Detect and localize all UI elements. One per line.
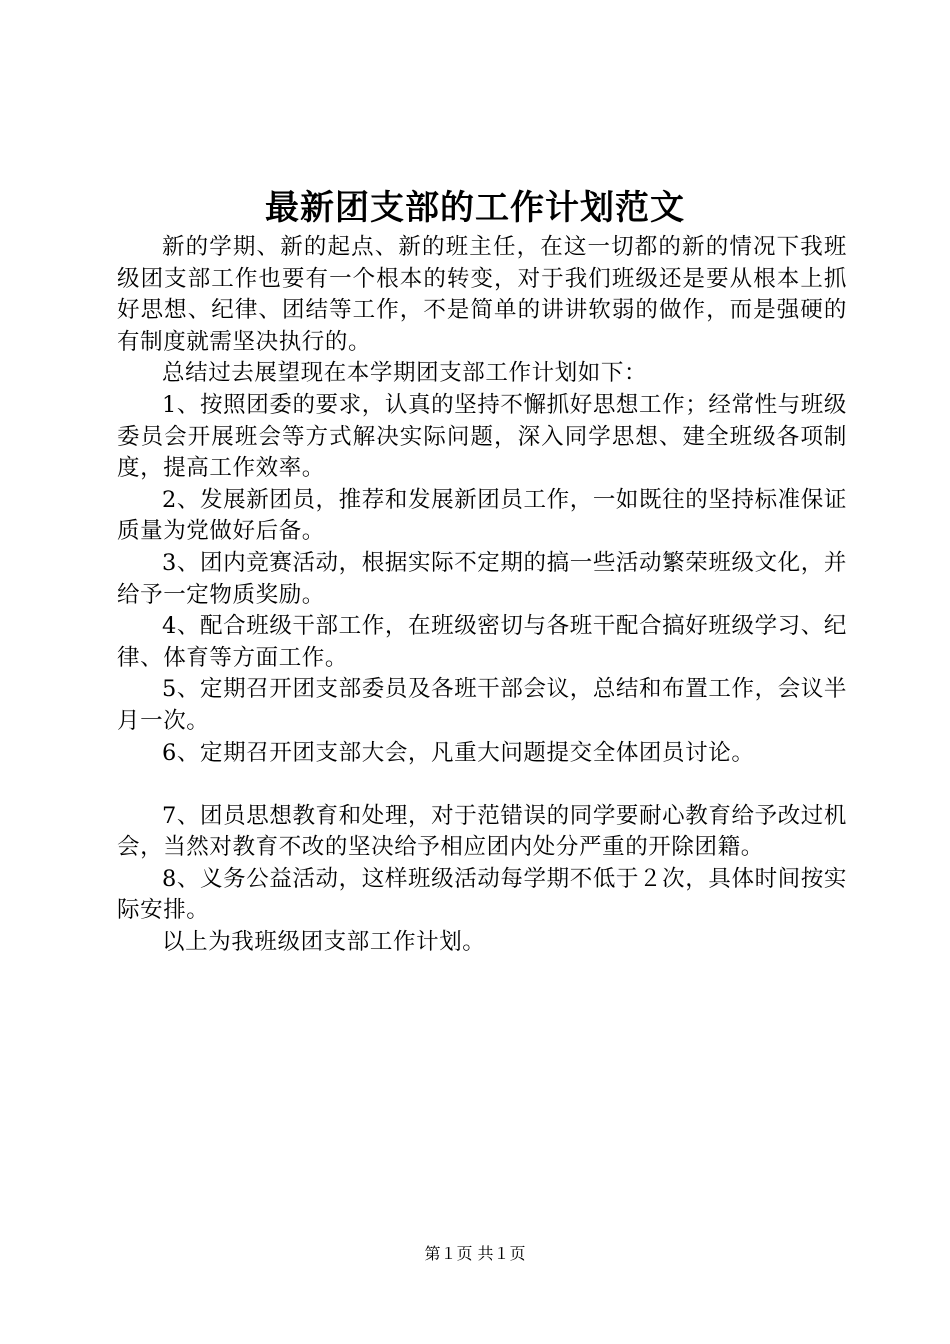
paragraph-summary: 总结过去展望现在本学期团支部工作计划如下： [162,360,648,387]
paragraph-item-2: 2、发展新团员，推荐和发展新团员工作，一如既往的坚持标准保证质量为党做好后备。 [117,486,847,545]
paragraph-item-8: 8、义务公益活动，这样班级活动每学期不低于２次，具体时间按实际安排。 [117,865,847,924]
page-footer: 第１页 共１页 [424,1244,526,1263]
document-title: 最新团支部的工作计划范文 [265,188,685,228]
paragraph-item-4: 4、配合班级干部工作，在班级密切与各班干配合搞好班级学习、纪律、体育等方面工作。 [117,613,847,671]
paragraph-conclusion: 以上为我班级团支部工作计划。 [162,929,486,956]
paragraph-intro: 新的学期、新的起点、新的班主任，在这一切都的新的情况下我班级团支部工作也要有一个根本的转变，对于我们班级还是要从根本上抓好思想、纪律、团结等工作，不是简单的讲讲软弱的做作，而是强硬的有制度就需坚决执行的。 [117,234,847,355]
paragraph-item-7: 7、团员思想教育和处理，对于范错误的同学要耐心教育给予改过机会，当然对教育不改的坚决给予相应团内处分严重的开除团籍。 [117,802,847,861]
document-body [117,232,847,959]
paragraph-item-5: 5、定期召开团支部委员及各班干部会议，总结和布置工作，会议半月一次。 [117,676,847,734]
paragraph-item-6: 6、定期召开团支部大会，凡重大问题提交全体团员讨论。 [162,739,755,766]
paragraph-item-3: 3、团内竞赛活动，根据实际不定期的搞一些活动繁荣班级文化，并给予一定物质奖励。 [117,549,847,608]
paragraph-item-1: 1、按照团委的要求，认真的坚持不懈抓好思想工作；经常性与班级委员会开展班会等方式解决实际问题，深入同学思想、建全班级各项制度，提高工作效率。 [117,391,847,482]
